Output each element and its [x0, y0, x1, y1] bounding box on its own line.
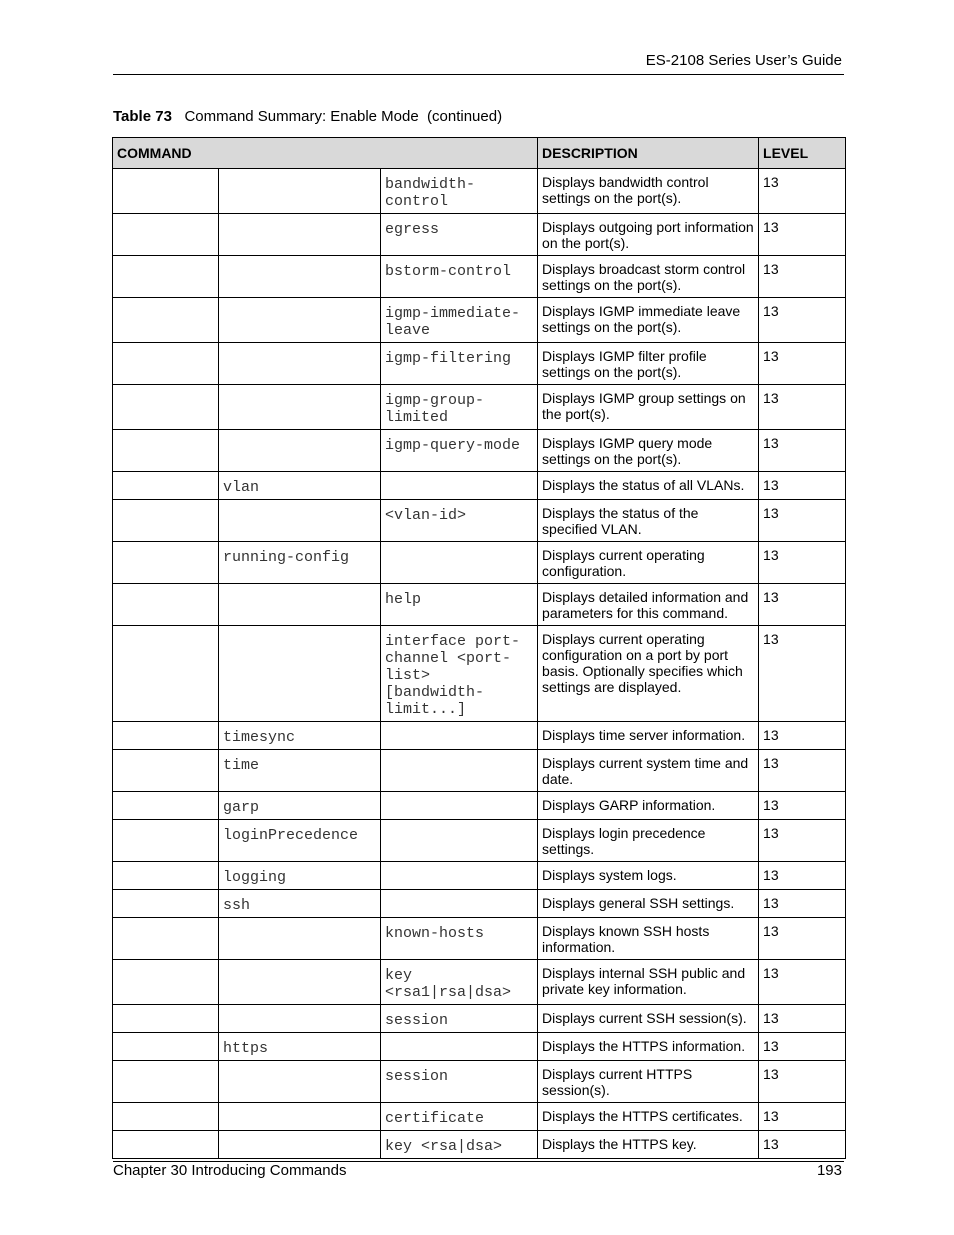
command-level2-cell: vlan — [219, 472, 381, 500]
level-cell: 13 — [759, 430, 846, 472]
description-cell: Displays current HTTPS session(s). — [538, 1061, 759, 1103]
command-level2-cell: ssh — [219, 890, 381, 918]
command-level1-cell — [113, 584, 219, 626]
command-level3-cell: <vlan-id> — [381, 500, 538, 542]
table-caption-label: Table 73 — [113, 108, 172, 125]
command-level2-cell: timesync — [219, 722, 381, 750]
table-row — [113, 722, 846, 750]
description-cell: Displays detailed information and parameters for this command. — [538, 584, 759, 626]
description-cell: Displays current operating configuration. — [538, 542, 759, 584]
command-level1-cell — [113, 298, 219, 343]
command-level1-cell — [113, 472, 219, 500]
command-level1-cell — [113, 256, 219, 298]
header-level: LEVEL — [759, 138, 846, 169]
command-level2-cell — [219, 385, 381, 430]
level-cell: 13 — [759, 385, 846, 430]
header-description: DESCRIPTION — [538, 138, 759, 169]
table-row — [113, 385, 846, 430]
command-level2-cell — [219, 626, 381, 722]
table-row — [113, 862, 846, 890]
level-cell: 13 — [759, 169, 846, 214]
command-level3-cell: egress — [381, 214, 538, 256]
command-level3-cell — [381, 792, 538, 820]
table-row — [113, 298, 846, 343]
command-level1-cell — [113, 722, 219, 750]
description-cell: Displays time server information. — [538, 722, 759, 750]
command-level1-cell — [113, 385, 219, 430]
level-cell: 13 — [759, 343, 846, 385]
command-level2-cell — [219, 343, 381, 385]
level-cell: 13 — [759, 890, 846, 918]
command-level1-cell — [113, 1061, 219, 1103]
command-level3-cell — [381, 1033, 538, 1061]
command-level3-cell: interface port- channel <port- list> [bandwidth- limit...] — [381, 626, 538, 722]
command-level2-cell: running-config — [219, 542, 381, 584]
description-cell: Displays outgoing port information on the port(s). — [538, 214, 759, 256]
level-cell: 13 — [759, 542, 846, 584]
command-level3-cell — [381, 472, 538, 500]
level-cell: 13 — [759, 626, 846, 722]
table-row — [113, 820, 846, 862]
command-level3-cell: help — [381, 584, 538, 626]
level-cell: 13 — [759, 1061, 846, 1103]
command-level2-cell — [219, 214, 381, 256]
table-header-row — [113, 138, 846, 169]
level-cell: 13 — [759, 298, 846, 343]
description-cell: Displays current SSH session(s). — [538, 1005, 759, 1033]
command-level2-cell: garp — [219, 792, 381, 820]
description-cell: Displays IGMP immediate leave settings on the port(s). — [538, 298, 759, 343]
command-level1-cell — [113, 500, 219, 542]
table-row — [113, 169, 846, 214]
level-cell: 13 — [759, 256, 846, 298]
command-level2-cell — [219, 500, 381, 542]
command-level1-cell — [113, 626, 219, 722]
command-level3-cell: igmp-immediate- leave — [381, 298, 538, 343]
command-level2-cell — [219, 298, 381, 343]
level-cell: 13 — [759, 820, 846, 862]
command-level3-cell: known-hosts — [381, 918, 538, 960]
description-cell: Displays current operating configuration on a port by port basis. Optionally specifies which settings are displayed. — [538, 626, 759, 722]
table-row — [113, 792, 846, 820]
level-cell: 13 — [759, 214, 846, 256]
command-level1-cell — [113, 1033, 219, 1061]
level-cell: 13 — [759, 722, 846, 750]
description-cell: Displays IGMP filter profile settings on the port(s). — [538, 343, 759, 385]
level-cell: 13 — [759, 472, 846, 500]
command-level3-cell: certificate — [381, 1103, 538, 1131]
command-level2-cell — [219, 169, 381, 214]
command-level1-cell — [113, 918, 219, 960]
command-level2-cell: loginPrecedence — [219, 820, 381, 862]
command-level3-cell — [381, 542, 538, 584]
level-cell: 13 — [759, 1131, 846, 1159]
command-level1-cell — [113, 1005, 219, 1033]
table-row — [113, 890, 846, 918]
table-row — [113, 343, 846, 385]
header-rule — [113, 74, 844, 75]
description-cell: Displays GARP information. — [538, 792, 759, 820]
command-level1-cell — [113, 750, 219, 792]
command-level1-cell — [113, 169, 219, 214]
table-row — [113, 1061, 846, 1103]
table-row — [113, 960, 846, 1005]
description-cell: Displays the status of the specified VLAN. — [538, 500, 759, 542]
command-level1-cell — [113, 960, 219, 1005]
command-level3-cell: bandwidth- control — [381, 169, 538, 214]
description-cell: Displays login precedence settings. — [538, 820, 759, 862]
level-cell: 13 — [759, 584, 846, 626]
command-level3-cell: bstorm-control — [381, 256, 538, 298]
command-level1-cell — [113, 214, 219, 256]
table-row — [113, 918, 846, 960]
table-row — [113, 214, 846, 256]
description-cell: Displays the status of all VLANs. — [538, 472, 759, 500]
command-level3-cell: igmp-query-mode — [381, 430, 538, 472]
description-cell: Displays known SSH hosts information. — [538, 918, 759, 960]
command-level3-cell — [381, 890, 538, 918]
description-cell: Displays current system time and date. — [538, 750, 759, 792]
command-level2-cell — [219, 1131, 381, 1159]
table-row — [113, 1005, 846, 1033]
command-level2-cell: logging — [219, 862, 381, 890]
command-level2-cell — [219, 584, 381, 626]
description-cell: Displays IGMP query mode settings on the port(s). — [538, 430, 759, 472]
command-level3-cell — [381, 862, 538, 890]
level-cell: 13 — [759, 1103, 846, 1131]
command-level2-cell — [219, 1061, 381, 1103]
description-cell: Displays the HTTPS certificates. — [538, 1103, 759, 1131]
level-cell: 13 — [759, 1033, 846, 1061]
level-cell: 13 — [759, 960, 846, 1005]
description-cell: Displays the HTTPS key. — [538, 1131, 759, 1159]
header-command: COMMAND — [113, 138, 538, 169]
level-cell: 13 — [759, 792, 846, 820]
command-level3-cell: igmp-group- limited — [381, 385, 538, 430]
description-cell: Displays bandwidth control settings on the port(s). — [538, 169, 759, 214]
command-level3-cell: key <rsa1|rsa|dsa> — [381, 960, 538, 1005]
table-row — [113, 472, 846, 500]
level-cell: 13 — [759, 918, 846, 960]
command-level2-cell: https — [219, 1033, 381, 1061]
table-row — [113, 1033, 846, 1061]
command-level2-cell — [219, 960, 381, 1005]
table-row — [113, 500, 846, 542]
level-cell: 13 — [759, 1005, 846, 1033]
level-cell: 13 — [759, 500, 846, 542]
description-cell: Displays general SSH settings. — [538, 890, 759, 918]
command-level2-cell — [219, 430, 381, 472]
command-level1-cell — [113, 1103, 219, 1131]
level-cell: 13 — [759, 750, 846, 792]
description-cell: Displays internal SSH public and private key information. — [538, 960, 759, 1005]
table-row — [113, 430, 846, 472]
command-level3-cell — [381, 750, 538, 792]
footer-page-number: 193 — [816, 1162, 842, 1179]
description-cell: Displays IGMP group settings on the port(s). — [538, 385, 759, 430]
table-caption — [113, 108, 502, 125]
table-row — [113, 256, 846, 298]
table-row — [113, 626, 846, 722]
command-level1-cell — [113, 820, 219, 862]
table-caption-text: Command Summary: Enable Mode (continued) — [184, 108, 503, 125]
table-row — [113, 584, 846, 626]
command-level3-cell: igmp-filtering — [381, 343, 538, 385]
command-level2-cell — [219, 256, 381, 298]
table-body — [113, 169, 846, 1159]
command-level3-cell — [381, 722, 538, 750]
footer-chapter: Chapter 30 Introducing Commands — [113, 1162, 347, 1179]
table-row — [113, 1103, 846, 1131]
command-level1-cell — [113, 343, 219, 385]
table-row — [113, 750, 846, 792]
command-level1-cell — [113, 792, 219, 820]
table-row — [113, 1131, 846, 1159]
command-level1-cell — [113, 862, 219, 890]
command-level1-cell — [113, 542, 219, 584]
command-level2-cell: time — [219, 750, 381, 792]
description-cell: Displays broadcast storm control settings on the port(s). — [538, 256, 759, 298]
table-row — [113, 542, 846, 584]
command-level3-cell: session — [381, 1005, 538, 1033]
command-level3-cell — [381, 820, 538, 862]
command-level2-cell — [219, 918, 381, 960]
description-cell: Displays the HTTPS information. — [538, 1033, 759, 1061]
command-level3-cell: key <rsa|dsa> — [381, 1131, 538, 1159]
command-level2-cell — [219, 1005, 381, 1033]
command-summary-table — [112, 137, 846, 1159]
command-level3-cell: session — [381, 1061, 538, 1103]
level-cell: 13 — [759, 862, 846, 890]
command-level1-cell — [113, 430, 219, 472]
command-level2-cell — [219, 1103, 381, 1131]
description-cell: Displays system logs. — [538, 862, 759, 890]
command-level1-cell — [113, 890, 219, 918]
running-header-title: ES-2108 Series User’s Guide — [645, 52, 842, 69]
command-level1-cell — [113, 1131, 219, 1159]
